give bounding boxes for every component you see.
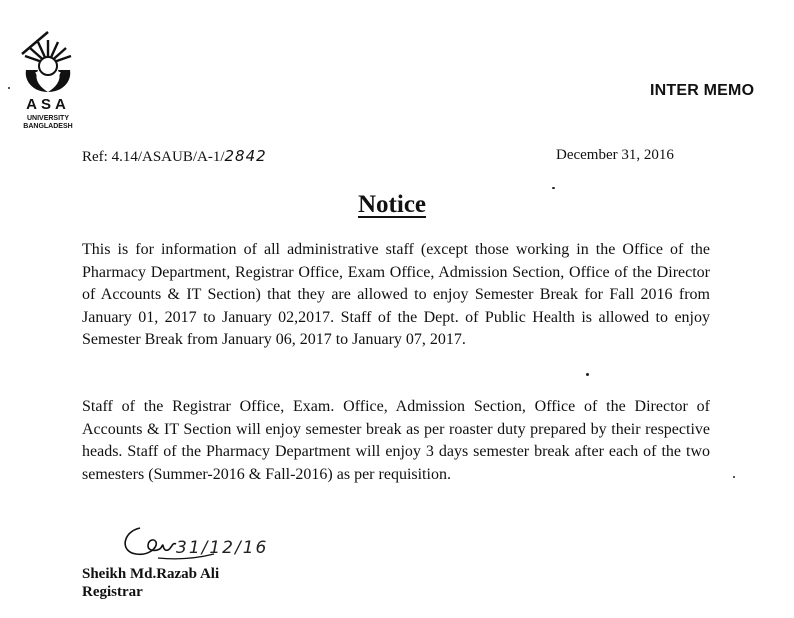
notice-paragraph-1: This is for information of all administrative staff (except those working in the Office of the Pharmacy Department, Registrar Office, Exam Office, Admission Section, Office of the Director of Accounts & IT Section) that they are allowed to enjoy Semester Break for Fall 2016 from January 01, 2017 to January 02,2017. Staff of the Dept. of Public Health is allowed to enjoy Semester Break from January 06, 2017 to January 07, 2017.	[82, 241, 710, 348]
reference-line	[82, 147, 267, 166]
university-logo	[8, 26, 88, 136]
scan-speck	[552, 187, 555, 189]
signatory-name: Sheikh Md.Razab Ali	[82, 566, 220, 582]
memo-date: December 31, 2016	[556, 147, 674, 163]
notice-heading: Notice	[358, 191, 427, 218]
scan-speck	[733, 476, 735, 478]
memo-label: INTER MEMO	[650, 82, 755, 99]
scan-speck	[8, 87, 10, 89]
logo-subtitle: UNIVERSITY BANGLADESH	[23, 115, 73, 130]
scan-speck	[586, 373, 589, 376]
reference-prefix: Ref: 4.14/ASAUB/A-1/	[82, 149, 225, 165]
signature-date-handwritten: 31/12/16	[176, 538, 269, 558]
notice-paragraph-2: Staff of the Registrar Office, Exam. Office, Admission Section, Office of the Director of Accounts & IT Section will enjoy semester break as per roaster duty prepared by their respective heads. Staff of the Pharmacy Department will enjoy 3 days semester break after each of the two semesters (Summer-2016 & Fall-2016) as per requisition.	[82, 398, 710, 483]
sunrise-hands-emblem-icon	[20, 30, 76, 96]
logo-name: ASA	[26, 96, 70, 113]
reference-number-handwritten: 2842	[224, 147, 267, 165]
signatory-title: Registrar	[82, 584, 143, 600]
